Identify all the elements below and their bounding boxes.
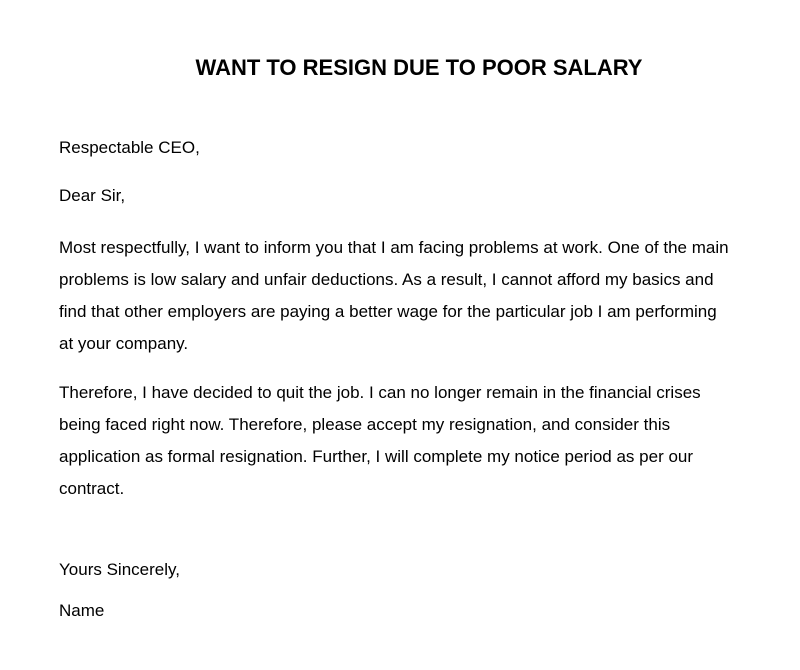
paragraph-2-line-3: application as formal resignation. Further, I will complete my notice period as per our (59, 447, 694, 466)
signature-name: Name (59, 601, 105, 620)
salutation-greeting: Dear Sir, (59, 186, 126, 205)
document-title: WANT TO RESIGN DUE TO POOR SALARY (195, 55, 643, 80)
salutation-recipient: Respectable CEO, (59, 138, 200, 157)
paragraph-1-line-4: at your company. (59, 334, 189, 353)
paragraph-2-line-1: Therefore, I have decided to quit the job. I can no longer remain in the financial crises (59, 383, 701, 402)
paragraph-2-line-4: contract. (59, 479, 125, 498)
closing-line: Yours Sincerely, (59, 560, 180, 579)
paragraph-1-line-2: problems is low salary and unfair deductions. As a result, I cannot afford my basics and (59, 270, 714, 289)
paragraph-1-line-3: find that other employers are paying a better wage for the particular job I am performing (59, 302, 717, 321)
paragraph-1-line-1: Most respectfully, I want to inform you that I am facing problems at work. One of the main (59, 238, 729, 257)
paragraph-2-line-2: being faced right now. Therefore, please accept my resignation, and consider this (59, 415, 671, 434)
body-paragraph-1 (59, 232, 774, 360)
body-paragraph-2 (59, 377, 774, 505)
